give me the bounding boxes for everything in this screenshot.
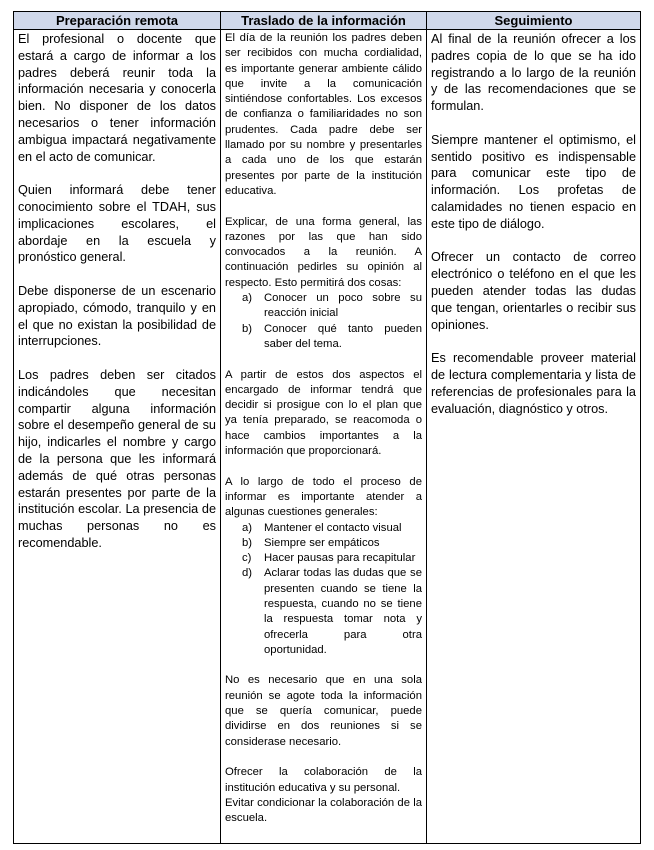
list-item	[242, 566, 422, 658]
list-marker: c)	[242, 552, 252, 565]
content-row	[14, 30, 641, 844]
header-seguimiento: Seguimiento	[427, 12, 641, 30]
list-item-text: Hacer pausas para recapitular	[264, 552, 416, 565]
column-preparacion-remota	[14, 30, 221, 844]
paragraph: El profesional o docente que estará a cargo de informar a los padres deberá reunir toda la información necesaria y conocerla bien. No disponer de los datos necesarios o tener información ambigua impactará negativamente en el acto de comunicar.	[18, 32, 216, 164]
list-marker: d)	[242, 567, 253, 580]
list-marker: a)	[242, 292, 253, 305]
paragraph: Es recomendable proveer material de lectura complementaria y lista de referencias de profesionales para la evaluación, diagnóstico y otros.	[431, 351, 636, 416]
paragraph: Evitar condicionar la colaboración de la escuela.	[225, 796, 422, 825]
list-marker: a)	[242, 521, 253, 534]
paragraph: Ofrecer un contacto de correo electrónico o teléfono en el que les pueden atender todas las dudas que tengan, orientarles o recibir sus opiniones.	[431, 250, 636, 332]
guidance-table	[13, 11, 641, 844]
paragraph: Explicar, de una forma general, las razones por las que han sido convocados a la reunión. A continuación pedirles su opinión al respecto. Esto permitirá dos cosas:	[225, 215, 422, 289]
column-seguimiento	[427, 30, 641, 844]
list-item	[242, 536, 422, 551]
list-cuestiones-generales	[242, 521, 422, 659]
list-marker: b)	[242, 322, 253, 335]
paragraph: Los padres deben ser citados indicándoles que necesitan compartir alguna información sobre el desempeño general de su hijo, indicarles el nombre y cargo de la persona que les informará además de qué otras personas estarán presentes por parte de la institución escolar. La presencia de muchas personas no es recomendable.	[18, 367, 216, 550]
column-traslado-informacion	[221, 30, 427, 844]
paragraph: Al final de la reunión ofrecer a los padres copia de lo que se ha ido registrando a lo largo de la reunión y de las recomendaciones que se formulan.	[431, 32, 636, 114]
list-item-text: Conocer un poco sobre su reacción inicial	[264, 292, 422, 320]
list-item-text: Conocer qué tanto pueden saber del tema.	[264, 322, 422, 350]
list-marker: b)	[242, 536, 253, 549]
list-item	[242, 322, 422, 353]
list-item	[242, 291, 422, 322]
list-item-text: Mantener el contacto visual	[264, 521, 402, 534]
header-preparacion-remota: Preparación remota	[14, 12, 221, 30]
paragraph: No es necesario que en una sola reunión se agote toda la información que se quería comunicar, puede dividirse en dos reuniones si se considerase necesario.	[225, 674, 422, 748]
list-item	[242, 521, 422, 536]
paragraph: A lo largo de todo el proceso de informar es importante atender a algunas cuestiones generales:	[225, 475, 422, 519]
paragraph: Debe disponerse de un escenario apropiado, cómodo, tranquilo y en el que no existan la posibilidad de interrupciones.	[18, 283, 216, 349]
list-item-text: Siempre ser empáticos	[264, 536, 380, 549]
paragraph: Ofrecer la colaboración de la institución educativa y su personal.	[225, 766, 422, 794]
list-item-text: Aclarar todas las dudas que se presenten cuando se tiene la respuesta, cuando no se tiene la respuesta tomar nota y ofrecerla para otra oportunidad.	[264, 567, 422, 656]
header-row	[14, 12, 641, 30]
list-reaccion	[242, 291, 422, 352]
paragraph: Siempre mantener el optimismo, el sentido positivo es indispensable para comunicar este tipo de información. Los profetas de calamidades no tienen espacio en este tipo de diálogo.	[431, 132, 636, 231]
paragraph: A partir de estos dos aspectos el encargado de informar tendrá que decidir si prosigue con lo el plan que ya tenía preparado, se reacomoda o hace cambios importantes a la información que proporcionará.	[225, 368, 422, 458]
paragraph: Quien informará debe tener conocimiento sobre el TDAH, sus implicaciones escolares, el abordaje en la escuela y pronóstico general.	[18, 183, 216, 265]
paragraph: El día de la reunión los padres deben ser recibidos con mucha cordialidad, es importante generar ambiente cálido que invite a la comunicación sintiéndose confortables. Los excesos de confianza o familiaridades no son prudentes. Cada padre debe ser llamado por su nombre y presentarles a cada uno de los que estarán presentes por parte de la institución educativa.	[225, 32, 422, 197]
list-item	[242, 551, 422, 566]
header-traslado-informacion: Traslado de la información	[221, 12, 427, 30]
